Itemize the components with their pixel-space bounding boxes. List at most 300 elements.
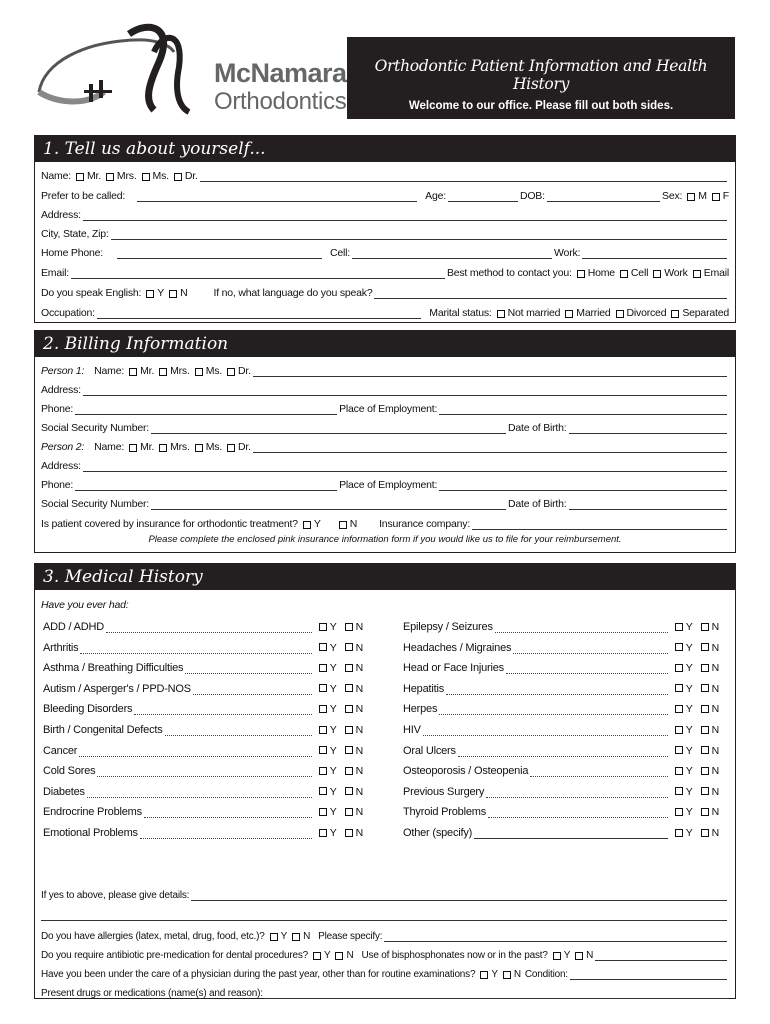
p2-phone-label: Phone: <box>41 479 74 491</box>
no-checkbox[interactable] <box>345 684 353 692</box>
condition-row <box>403 638 719 654</box>
person1-name-row <box>41 361 729 377</box>
leader-dots <box>439 705 668 715</box>
leader-dots <box>79 747 312 757</box>
allergies-specify-field[interactable] <box>384 931 727 942</box>
insured-y-label: Y <box>313 518 321 530</box>
p2-dr-checkbox[interactable] <box>227 444 235 452</box>
form-header <box>347 37 735 119</box>
allergies-n-label: N <box>303 931 311 942</box>
person2-name-row <box>41 437 729 453</box>
p2-address-field[interactable] <box>83 461 727 472</box>
no-checkbox[interactable] <box>345 767 353 775</box>
condition-row <box>43 802 363 818</box>
bisphos-y-label: Y <box>563 950 571 961</box>
prefer-label: Prefer to be called: <box>41 190 126 202</box>
p2-phone-field[interactable] <box>75 480 337 491</box>
no-label: N <box>355 641 363 654</box>
leader-dots <box>165 726 312 736</box>
yes-checkbox[interactable] <box>319 726 327 734</box>
antibiotic-y-checkbox[interactable] <box>313 952 321 960</box>
company-label: Insurance company: <box>379 518 471 530</box>
no-checkbox[interactable] <box>345 746 353 754</box>
p2-ms-checkbox[interactable] <box>195 444 203 452</box>
yes-checkbox[interactable] <box>675 808 683 816</box>
condition-row <box>403 823 719 839</box>
yes-checkbox[interactable] <box>675 746 683 754</box>
p1-mrs-label: Mrs. <box>170 365 190 377</box>
physician-n-label: N <box>513 969 521 980</box>
no-checkbox[interactable] <box>701 684 709 692</box>
p2-ssn-label: Social Security Number: <box>41 498 150 510</box>
allergies-n-checkbox[interactable] <box>292 933 300 941</box>
condition-label: Oral Ulcers <box>403 744 456 757</box>
no-checkbox[interactable] <box>345 643 353 651</box>
yes-label: Y <box>329 724 337 736</box>
yes-checkbox[interactable] <box>675 767 683 775</box>
yes-label: Y <box>329 806 337 819</box>
antibiotic-n-checkbox[interactable] <box>335 952 343 960</box>
no-label: N <box>355 662 363 675</box>
medical-question-row <box>41 905 729 921</box>
p1-mr-checkbox[interactable] <box>129 368 137 376</box>
person1-label: Person 1: <box>41 365 85 377</box>
leader-dots <box>97 767 311 777</box>
condition-label: Emotional Problems <box>43 827 138 839</box>
yes-checkbox[interactable] <box>675 643 683 651</box>
ms-checkbox[interactable] <box>142 173 150 181</box>
insured-n-label: N <box>349 518 358 530</box>
leader-dots <box>506 664 668 674</box>
insured-y-checkbox[interactable] <box>303 521 311 529</box>
leader-dots <box>446 685 668 695</box>
mrs-checkbox[interactable] <box>106 173 114 181</box>
english-n-checkbox[interactable] <box>169 290 177 298</box>
no-checkbox[interactable] <box>701 829 709 837</box>
email-row <box>41 263 729 279</box>
no-checkbox[interactable] <box>345 664 353 672</box>
age-field[interactable] <box>448 191 518 202</box>
p1-address-row <box>41 380 729 396</box>
dob-field[interactable] <box>547 191 660 202</box>
p2-dob-field[interactable] <box>569 499 727 510</box>
separated-label: Separated <box>682 307 729 319</box>
p2-name-field[interactable] <box>253 442 727 453</box>
phone-row <box>41 243 729 259</box>
leader-dots <box>80 644 311 654</box>
details-field[interactable] <box>191 890 727 901</box>
p1-ssn-field[interactable] <box>151 423 506 434</box>
yes-label: Y <box>329 765 337 778</box>
yes-checkbox[interactable] <box>319 623 327 631</box>
p1-phone-row <box>41 399 729 415</box>
leader-dots <box>87 788 312 798</box>
physician-y-label: Y <box>491 969 498 980</box>
condition-label: Arthritis <box>43 641 79 654</box>
yes-label: Y <box>329 703 337 716</box>
yes-checkbox[interactable] <box>675 726 683 734</box>
no-label: N <box>355 785 363 798</box>
p2-dob-label: Date of Birth: <box>508 498 567 510</box>
leader-dots <box>193 685 312 695</box>
leader-dots <box>134 705 311 715</box>
condition-label: Endrocrine Problems <box>43 806 142 819</box>
antibiotic-label: Do you require antibiotic pre-medication for dental procedures? <box>41 950 308 961</box>
no-checkbox[interactable] <box>701 746 709 754</box>
condition-row <box>403 802 719 818</box>
mr-label: Mr. <box>86 170 101 182</box>
leader-dots <box>140 829 312 839</box>
address-row <box>41 205 729 221</box>
yes-checkbox[interactable] <box>319 808 327 816</box>
yes-checkbox[interactable] <box>675 829 683 837</box>
no-label: N <box>355 827 363 839</box>
condition-row <box>403 761 719 777</box>
condition-row <box>403 782 719 798</box>
drugs-field[interactable] <box>265 988 727 999</box>
medical-question-row <box>41 885 729 901</box>
insurance-note: Please complete the enclosed pink insurance information form if you would like us to file for your reimbursement. <box>148 534 622 545</box>
company-field[interactable] <box>472 519 727 530</box>
details-field-2[interactable] <box>41 910 727 921</box>
p1-phone-field[interactable] <box>75 404 337 415</box>
email-field[interactable] <box>71 268 445 279</box>
yes-label: Y <box>329 662 337 675</box>
p2-employment-field[interactable] <box>439 480 727 491</box>
yes-checkbox[interactable] <box>319 767 327 775</box>
yes-label: Y <box>329 682 337 695</box>
no-checkbox[interactable] <box>701 664 709 672</box>
insurance-row <box>41 514 729 530</box>
english-row <box>41 283 729 299</box>
dob-label: DOB: <box>519 190 545 202</box>
no-label: N <box>711 785 719 798</box>
have-you-had: Have you ever had: <box>41 599 129 611</box>
no-label: N <box>711 662 719 675</box>
address-label: Address: <box>41 209 81 221</box>
condition-row <box>403 679 719 695</box>
p1-name-field[interactable] <box>253 366 727 377</box>
bisphosphonates-label: Use of bisphosphonates now or in the past? <box>361 950 548 961</box>
bisphos-n-checkbox[interactable] <box>575 952 583 960</box>
p2-mr-checkbox[interactable] <box>129 444 137 452</box>
cell-label: Cell: <box>330 247 351 259</box>
age-label: Age: <box>425 190 446 202</box>
yes-label: Y <box>685 785 693 798</box>
physician-n-checkbox[interactable] <box>503 971 511 979</box>
no-checkbox[interactable] <box>345 623 353 631</box>
no-label: N <box>711 827 719 839</box>
condition-row <box>43 761 363 777</box>
prefer-field[interactable] <box>137 191 417 202</box>
english-label: Do you speak English: <box>41 287 142 299</box>
yes-label: Y <box>685 682 693 695</box>
condition-label: Osteoporosis / Osteopenia <box>403 765 529 778</box>
p1-employment-label: Place of Employment: <box>339 403 438 415</box>
p2-mrs-label: Mrs. <box>170 441 190 453</box>
leader-dots <box>486 788 668 798</box>
not-married-label: Not married <box>507 307 561 319</box>
occupation-field[interactable] <box>97 308 421 319</box>
yes-checkbox[interactable] <box>319 746 327 754</box>
logo-name-line1: McNamara <box>214 58 347 88</box>
cell-field[interactable] <box>352 248 552 259</box>
yes-label: Y <box>685 827 693 839</box>
yes-label: Y <box>329 744 337 757</box>
yes-label: Y <box>685 703 693 716</box>
allergies-y-label: Y <box>280 931 288 942</box>
p1-mr-label: Mr. <box>140 365 155 377</box>
english-n-label: N <box>180 287 188 299</box>
sex-f-label: F <box>722 190 729 202</box>
p1-dob-field[interactable] <box>569 423 727 434</box>
separated-checkbox[interactable] <box>671 310 679 318</box>
leader-dots <box>423 726 668 736</box>
yes-label: Y <box>685 641 693 654</box>
condition-label: Hepatitis <box>403 682 444 695</box>
english-y-checkbox[interactable] <box>146 290 154 298</box>
mrs-label: Mrs. <box>116 170 137 182</box>
best-method-label: Best method to contact you: <box>446 267 572 279</box>
yes-label: Y <box>329 641 337 654</box>
condition-field[interactable] <box>570 969 727 980</box>
person2-label: Person 2: <box>41 441 85 453</box>
no-label: N <box>711 744 719 757</box>
city-field[interactable] <box>111 229 727 240</box>
no-label: N <box>355 744 363 757</box>
address-field[interactable] <box>83 210 727 221</box>
leader-dots <box>144 808 312 818</box>
contact-email-checkbox[interactable] <box>693 270 701 278</box>
name-label: Name: <box>41 170 71 182</box>
sex-m-label: M <box>698 190 707 202</box>
no-label: N <box>355 765 363 778</box>
condition-label: Bleeding Disorders <box>43 703 133 716</box>
condition-label: Birth / Congenital Defects <box>43 724 163 736</box>
contact-email-label: Email <box>703 267 729 279</box>
logo-mark-icon <box>34 22 209 117</box>
yes-label: Y <box>685 662 693 675</box>
no-checkbox[interactable] <box>345 829 353 837</box>
work-field[interactable] <box>582 248 727 259</box>
condition-label: Thyroid Problems <box>403 806 486 819</box>
antibiotic-y-label: Y <box>324 950 331 961</box>
ms-label: Ms. <box>152 170 169 182</box>
bisphos-field[interactable] <box>595 950 727 961</box>
yes-label: Y <box>685 806 693 819</box>
work-label: Work: <box>554 247 581 259</box>
yes-label: Y <box>685 621 693 633</box>
sex-label: Sex: <box>662 190 683 202</box>
yes-checkbox[interactable] <box>319 643 327 651</box>
no-label: N <box>711 724 719 736</box>
condition-row <box>43 741 363 757</box>
logo-name-line2: Orthodontics <box>214 88 347 115</box>
contact-home-label: Home <box>587 267 615 279</box>
physician-y-checkbox[interactable] <box>480 971 488 979</box>
sex-f-checkbox[interactable] <box>712 193 720 201</box>
allergies-y-checkbox[interactable] <box>270 933 278 941</box>
yes-checkbox[interactable] <box>675 623 683 631</box>
specify-label: Please specify: <box>318 931 383 942</box>
condition-label: Cancer <box>43 744 78 757</box>
no-label: N <box>355 724 363 736</box>
occupation-row <box>41 303 729 319</box>
sex-m-checkbox[interactable] <box>687 193 695 201</box>
insured-n-checkbox[interactable] <box>339 521 347 529</box>
p2-address-label: Address: <box>41 460 81 472</box>
married-checkbox[interactable] <box>565 310 573 318</box>
condition-row <box>43 638 363 654</box>
medical-question-row <box>41 945 729 961</box>
yes-checkbox[interactable] <box>675 787 683 795</box>
p1-address-field[interactable] <box>83 385 727 396</box>
no-label: N <box>711 641 719 654</box>
married-label: Married <box>576 307 611 319</box>
city-label: City, State, Zip: <box>41 228 109 240</box>
yes-checkbox[interactable] <box>675 664 683 672</box>
yes-label: Y <box>685 744 693 757</box>
condition-row <box>403 741 719 757</box>
no-checkbox[interactable] <box>701 726 709 734</box>
p1-ssn-label: Social Security Number: <box>41 422 150 434</box>
yes-checkbox[interactable] <box>319 664 327 672</box>
prefer-row <box>41 186 729 202</box>
no-checkbox[interactable] <box>701 787 709 795</box>
p2-ms-label: Ms. <box>205 441 223 453</box>
p1-dr-label: Dr. <box>238 365 251 377</box>
no-checkbox[interactable] <box>345 705 353 713</box>
no-checkbox[interactable] <box>345 726 353 734</box>
dr-label: Dr. <box>184 170 198 182</box>
bisphos-y-checkbox[interactable] <box>553 952 561 960</box>
condition-label: Autism / Asperger's / PPD-NOS <box>43 682 191 695</box>
no-label: N <box>355 621 363 633</box>
no-label: N <box>711 765 719 778</box>
condition-row <box>43 658 363 674</box>
other-specify-field[interactable] <box>474 828 668 839</box>
condition-row <box>43 720 363 736</box>
condition-row <box>43 679 363 695</box>
no-checkbox[interactable] <box>701 808 709 816</box>
no-checkbox[interactable] <box>345 787 353 795</box>
home-phone-label: Home Phone: <box>41 247 104 259</box>
yes-checkbox[interactable] <box>319 684 327 692</box>
condition-row <box>43 699 363 715</box>
details-label: If yes to above, please give details: <box>41 890 190 901</box>
antibiotic-n-label: N <box>346 950 354 961</box>
no-label: N <box>711 703 719 716</box>
medical-question-row <box>41 964 729 980</box>
p1-ssn-row <box>41 418 729 434</box>
home-phone-field[interactable] <box>117 248 322 259</box>
divorced-checkbox[interactable] <box>616 310 624 318</box>
section-medical-history <box>34 563 736 999</box>
insured-label: Is patient covered by insurance for orthodontic treatment? <box>41 518 298 530</box>
not-married-checkbox[interactable] <box>497 310 505 318</box>
language-field[interactable] <box>374 288 727 299</box>
p1-address-label: Address: <box>41 384 81 396</box>
condition-row <box>403 617 719 633</box>
yes-checkbox[interactable] <box>319 787 327 795</box>
no-checkbox[interactable] <box>701 767 709 775</box>
email-label: Email: <box>41 267 69 279</box>
leader-dots <box>530 767 668 777</box>
condition-row <box>43 823 363 839</box>
p2-address-row <box>41 456 729 472</box>
no-label: N <box>355 806 363 819</box>
contact-cell-checkbox[interactable] <box>620 270 628 278</box>
contact-work-label: Work <box>664 267 688 279</box>
welcome-text: Welcome to our office. Please fill out both sides. <box>408 100 674 112</box>
p1-employment-field[interactable] <box>439 404 727 415</box>
condition-label: HIV <box>403 724 421 736</box>
p2-name-label: Name: <box>94 441 125 453</box>
condition-row <box>403 699 719 715</box>
mr-checkbox[interactable] <box>76 173 84 181</box>
section-title: 2. Billing Information <box>35 331 735 357</box>
no-label: N <box>711 621 719 633</box>
no-label: N <box>355 703 363 716</box>
yes-checkbox[interactable] <box>675 705 683 713</box>
p1-ms-checkbox[interactable] <box>195 368 203 376</box>
yes-checkbox[interactable] <box>319 705 327 713</box>
section-title: 1. Tell us about yourself... <box>35 136 735 162</box>
name-field[interactable] <box>200 171 727 182</box>
condition-label: Diabetes <box>43 785 85 798</box>
p2-mrs-checkbox[interactable] <box>159 444 167 452</box>
yes-label: Y <box>329 827 337 839</box>
yes-checkbox[interactable] <box>675 684 683 692</box>
p1-name-label: Name: <box>94 365 125 377</box>
section-billing <box>34 330 736 553</box>
p2-mr-label: Mr. <box>140 441 155 453</box>
no-label: N <box>711 806 719 819</box>
bisphos-n-label: N <box>586 950 594 961</box>
divorced-label: Divorced <box>626 307 667 319</box>
allergies-label: Do you have allergies (latex, metal, drug, food, etc.)? <box>41 931 265 942</box>
no-checkbox[interactable] <box>345 808 353 816</box>
p1-dr-checkbox[interactable] <box>227 368 235 376</box>
occupation-label: Occupation: <box>41 307 95 319</box>
p1-mrs-checkbox[interactable] <box>159 368 167 376</box>
contact-work-checkbox[interactable] <box>653 270 661 278</box>
condition-label: Head or Face Injuries <box>403 662 504 675</box>
condition-row <box>403 720 719 736</box>
yes-checkbox[interactable] <box>319 829 327 837</box>
no-checkbox[interactable] <box>701 643 709 651</box>
medical-question-row <box>41 926 729 942</box>
physician-label: Have you been under the care of a physician during the past year, other than for routine examinations? <box>41 969 476 980</box>
condition-label: ADD / ADHD <box>43 621 104 633</box>
no-checkbox[interactable] <box>701 705 709 713</box>
p2-ssn-row <box>41 494 729 510</box>
condition-field-label: Condition: <box>524 969 568 980</box>
english-y-label: Y <box>157 287 165 299</box>
leader-dots <box>488 808 668 818</box>
leader-dots <box>106 623 312 633</box>
practice-logo <box>34 22 347 117</box>
yes-label: Y <box>329 785 337 798</box>
condition-label: Headaches / Migraines <box>403 641 512 654</box>
condition-row <box>43 782 363 798</box>
p2-ssn-field[interactable] <box>151 499 506 510</box>
no-checkbox[interactable] <box>701 623 709 631</box>
dr-checkbox[interactable] <box>174 173 182 181</box>
contact-home-checkbox[interactable] <box>577 270 585 278</box>
medical-question-row <box>41 983 729 999</box>
condition-row <box>403 658 719 674</box>
